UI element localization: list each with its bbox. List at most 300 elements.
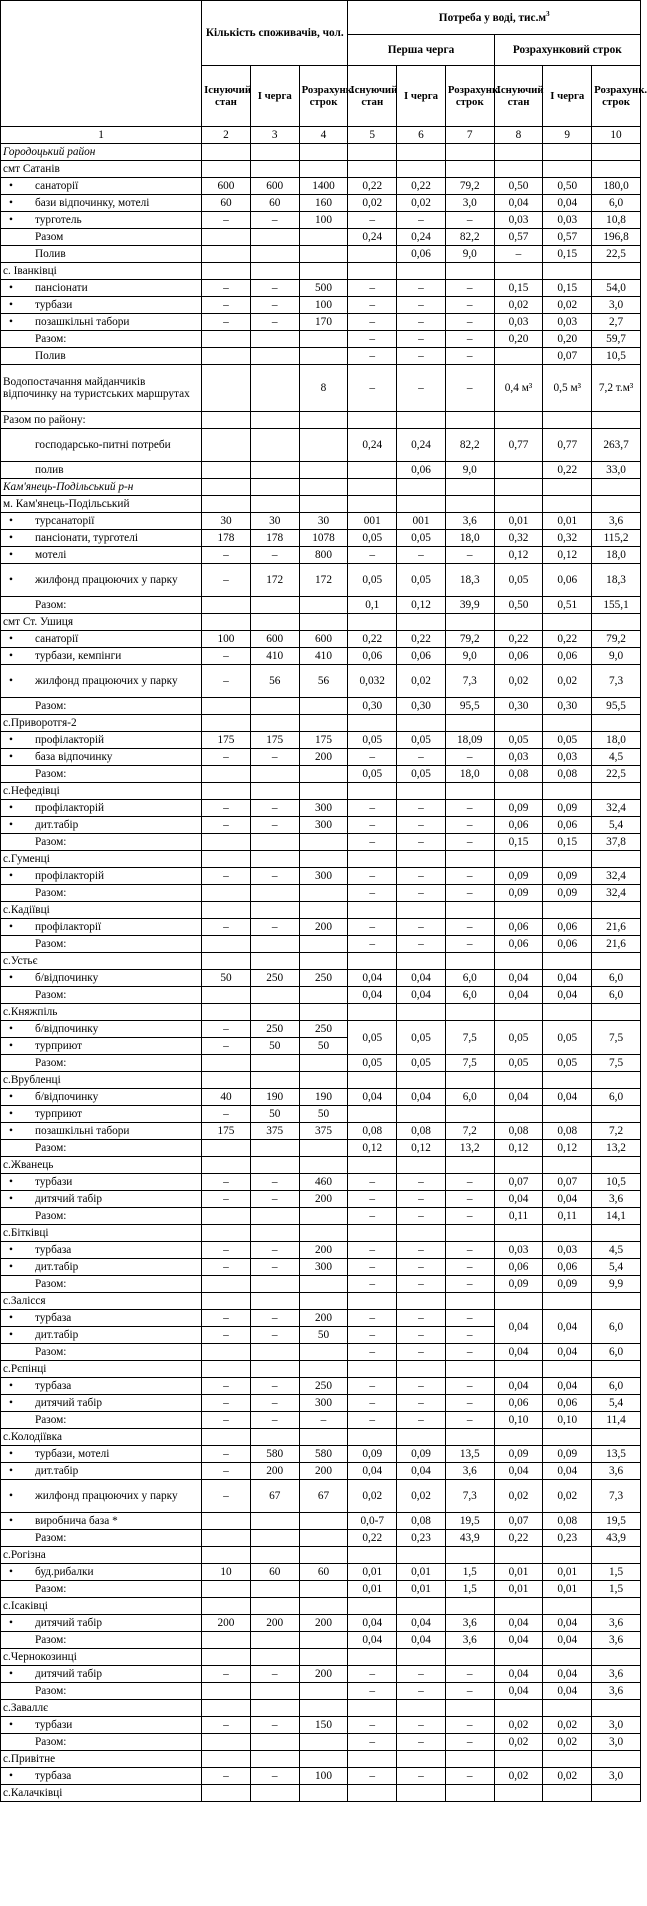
table-cell: – <box>445 1666 494 1683</box>
table-cell <box>250 1140 299 1157</box>
table-cell: 375 <box>250 1123 299 1140</box>
table-cell: 18,0 <box>592 547 641 564</box>
table-cell: 0,09 <box>543 800 592 817</box>
table-cell: – <box>202 1717 251 1734</box>
table-cell: 0,50 <box>494 597 543 614</box>
table-cell: 200 <box>299 1191 348 1208</box>
table-cell: 0,05 <box>543 1055 592 1072</box>
table-cell: 7,3 <box>592 1480 641 1513</box>
table-cell: – <box>348 212 397 229</box>
row-label: • турсанаторії <box>1 513 202 530</box>
table-cell <box>592 851 641 868</box>
table-cell <box>397 1785 446 1802</box>
table-cell: 0,15 <box>543 246 592 263</box>
table-cell: – <box>250 1242 299 1259</box>
table-cell: 0,06 <box>494 919 543 936</box>
table-cell: – <box>397 749 446 766</box>
table-cell: 0,08 <box>494 1123 543 1140</box>
table-cell: 0,04 <box>348 1632 397 1649</box>
table-cell: 0,04 <box>348 1089 397 1106</box>
table-cell: 0,02 <box>494 1480 543 1513</box>
table-cell <box>250 263 299 280</box>
table-row <box>1 1751 641 1768</box>
table-cell: 200 <box>250 1463 299 1480</box>
table-cell: 60 <box>202 195 251 212</box>
table-cell: 50 <box>299 1106 348 1123</box>
table-cell: – <box>250 1378 299 1395</box>
table-cell <box>299 1513 348 1530</box>
table-cell <box>494 496 543 513</box>
table-cell <box>592 1225 641 1242</box>
table-cell: 0,05 <box>348 530 397 547</box>
table-cell: 0,04 <box>543 1310 592 1344</box>
row-label: Разом: <box>1 834 202 851</box>
table-cell: – <box>348 1327 397 1344</box>
table-cell <box>348 1700 397 1717</box>
row-label: • турготель <box>1 212 202 229</box>
table-cell <box>202 1785 251 1802</box>
table-cell <box>299 1530 348 1547</box>
table-cell <box>250 1683 299 1700</box>
table-cell <box>299 783 348 800</box>
table-cell: 200 <box>299 1615 348 1632</box>
table-cell: 33,0 <box>592 462 641 479</box>
table-cell: 18,0 <box>445 766 494 783</box>
table-row <box>1 479 641 496</box>
table-cell <box>202 462 251 479</box>
table-row <box>1 1717 641 1734</box>
table-cell <box>299 1344 348 1361</box>
table-cell: – <box>348 331 397 348</box>
table-cell <box>445 1429 494 1446</box>
table-cell <box>543 1106 592 1123</box>
table-cell <box>250 462 299 479</box>
table-cell: 6,0 <box>592 970 641 987</box>
table-cell <box>592 1700 641 1717</box>
table-cell: – <box>202 1378 251 1395</box>
table-cell: – <box>445 1276 494 1293</box>
table-cell: 60 <box>250 195 299 212</box>
table-cell: 200 <box>202 1615 251 1632</box>
table-cell <box>543 1072 592 1089</box>
table-cell <box>202 348 251 365</box>
table-cell: 14,1 <box>592 1208 641 1225</box>
table-cell <box>202 1751 251 1768</box>
table-cell: 7,2 <box>592 1123 641 1140</box>
table-cell <box>202 834 251 851</box>
table-cell: 0,04 <box>494 1666 543 1683</box>
row-label: господарсько-питні потреби <box>1 429 202 462</box>
table-cell <box>202 1157 251 1174</box>
row-label: • жилфонд працюючих у парку <box>1 665 202 698</box>
header-col-existing: Існуючий стан <box>202 66 251 127</box>
header-col-calc: Розрахунк. строк <box>299 66 348 127</box>
table-cell: 0,57 <box>494 229 543 246</box>
table-cell <box>299 885 348 902</box>
row-label: Разом: <box>1 1344 202 1361</box>
table-cell <box>299 412 348 429</box>
table-cell <box>348 614 397 631</box>
table-cell <box>445 851 494 868</box>
table-row <box>1 698 641 715</box>
table-cell: – <box>397 1208 446 1225</box>
table-cell <box>299 1683 348 1700</box>
table-cell <box>299 1225 348 1242</box>
table-cell <box>592 614 641 631</box>
table-cell <box>299 698 348 715</box>
table-cell <box>397 1106 446 1123</box>
table-cell <box>348 1225 397 1242</box>
table-cell: 0,04 <box>494 1310 543 1344</box>
table-cell: 3,6 <box>592 1683 641 1700</box>
table-cell <box>397 783 446 800</box>
table-cell <box>348 1361 397 1378</box>
table-cell <box>445 161 494 178</box>
table-cell: 200 <box>299 1242 348 1259</box>
table-cell: 7,5 <box>592 1021 641 1055</box>
table-cell: 95,5 <box>445 698 494 715</box>
row-label: • дит.табір <box>1 817 202 834</box>
table-cell: 180,0 <box>592 178 641 195</box>
table-cell: 001 <box>397 513 446 530</box>
table-cell <box>543 783 592 800</box>
table-cell: 0,04 <box>543 1615 592 1632</box>
table-row <box>1 513 641 530</box>
table-cell: 3,6 <box>445 1615 494 1632</box>
table-cell: 580 <box>299 1446 348 1463</box>
table-cell: 175 <box>202 1123 251 1140</box>
table-cell: – <box>250 547 299 564</box>
table-cell: – <box>348 1344 397 1361</box>
table-cell: – <box>202 665 251 698</box>
table-cell: – <box>250 868 299 885</box>
table-cell: 0,04 <box>543 1632 592 1649</box>
table-cell: 0,04 <box>494 1191 543 1208</box>
table-cell <box>592 902 641 919</box>
table-row <box>1 178 641 195</box>
table-cell: 3,0 <box>592 1717 641 1734</box>
row-label: смт Сатанів <box>1 161 202 178</box>
table-cell <box>397 1700 446 1717</box>
row-label: с.Привітне <box>1 1751 202 1768</box>
table-row <box>1 1734 641 1751</box>
table-cell <box>250 1293 299 1310</box>
row-label: Разом: <box>1 1530 202 1547</box>
table-cell: 4,5 <box>592 749 641 766</box>
table-cell: 0,02 <box>397 195 446 212</box>
column-index: 9 <box>543 127 592 144</box>
table-cell: – <box>348 885 397 902</box>
table-cell <box>445 1598 494 1615</box>
table-cell: 0,02 <box>397 1480 446 1513</box>
table-cell: 0,09 <box>494 800 543 817</box>
table-cell: 0,09 <box>348 1446 397 1463</box>
table-cell <box>445 1157 494 1174</box>
table-cell: 7,3 <box>592 665 641 698</box>
table-cell: 22,5 <box>592 246 641 263</box>
table-cell: 0,05 <box>494 1055 543 1072</box>
table-cell: 0,05 <box>543 732 592 749</box>
table-cell: 5,4 <box>592 1259 641 1276</box>
table-cell: 0,04 <box>348 987 397 1004</box>
table-cell: – <box>250 297 299 314</box>
table-cell: 7,2 т.м³ <box>592 365 641 412</box>
table-cell: 32,4 <box>592 800 641 817</box>
table-cell <box>543 1547 592 1564</box>
table-cell <box>250 1344 299 1361</box>
table-cell <box>202 1513 251 1530</box>
table-cell: 0,4 м³ <box>494 365 543 412</box>
table-row <box>1 1208 641 1225</box>
table-cell: 1,5 <box>445 1564 494 1581</box>
table-cell <box>250 1513 299 1530</box>
table-cell: 0,04 <box>543 195 592 212</box>
table-cell: 0,22 <box>348 1530 397 1547</box>
table-cell: – <box>348 280 397 297</box>
row-label: Кам'янець-Подільський р-н <box>1 479 202 496</box>
table-cell: 0,04 <box>543 970 592 987</box>
table-cell: 175 <box>299 732 348 749</box>
table-cell: – <box>445 1310 494 1327</box>
row-label: м. Кам'янець-Подільський <box>1 496 202 513</box>
table-cell: 0,05 <box>348 766 397 783</box>
table-cell <box>543 1649 592 1666</box>
row-label: • б/відпочинку <box>1 1021 202 1038</box>
table-row <box>1 314 641 331</box>
table-cell: 0,01 <box>543 513 592 530</box>
table-cell: – <box>445 1768 494 1785</box>
table-cell: – <box>397 297 446 314</box>
table-cell: 0,07 <box>543 348 592 365</box>
table-row <box>1 902 641 919</box>
table-cell: 3,0 <box>445 195 494 212</box>
table-cell: 0,09 <box>543 885 592 902</box>
table-cell <box>494 1598 543 1615</box>
table-cell: 0,09 <box>543 1276 592 1293</box>
table-cell <box>250 987 299 1004</box>
table-cell: – <box>445 1174 494 1191</box>
table-cell: 0,05 <box>397 766 446 783</box>
table-cell <box>202 1700 251 1717</box>
table-cell <box>202 1429 251 1446</box>
table-cell: – <box>397 348 446 365</box>
row-label: • профілакторій <box>1 800 202 817</box>
table-row <box>1 953 641 970</box>
table-cell <box>299 1429 348 1446</box>
table-cell: 0,22 <box>348 631 397 648</box>
table-row <box>1 1004 641 1021</box>
table-cell: 30 <box>202 513 251 530</box>
table-cell: – <box>348 800 397 817</box>
table-cell <box>397 1751 446 1768</box>
table-cell: 39,9 <box>445 597 494 614</box>
table-cell: – <box>445 1717 494 1734</box>
table-cell: 0,22 <box>543 631 592 648</box>
table-cell: 56 <box>250 665 299 698</box>
table-cell: – <box>348 1174 397 1191</box>
table-cell <box>250 936 299 953</box>
table-row <box>1 195 641 212</box>
table-cell: 175 <box>250 732 299 749</box>
table-row <box>1 1615 641 1632</box>
table-cell: 0,08 <box>543 766 592 783</box>
table-cell <box>299 331 348 348</box>
column-index: 8 <box>494 127 543 144</box>
table-cell <box>202 1632 251 1649</box>
table-cell: – <box>250 919 299 936</box>
table-cell <box>299 902 348 919</box>
table-cell <box>202 1140 251 1157</box>
table-cell: 0,04 <box>494 1463 543 1480</box>
column-index: 6 <box>397 127 446 144</box>
table-cell <box>494 783 543 800</box>
table-cell <box>299 429 348 462</box>
table-cell <box>202 1072 251 1089</box>
table-cell: – <box>397 936 446 953</box>
table-cell: 6,0 <box>592 1089 641 1106</box>
table-cell: 0,5 м³ <box>543 365 592 412</box>
table-cell <box>202 1276 251 1293</box>
table-cell: 172 <box>250 564 299 597</box>
table-cell: 0,09 <box>494 1276 543 1293</box>
table-cell: 600 <box>250 631 299 648</box>
table-cell: – <box>348 314 397 331</box>
table-cell: – <box>202 280 251 297</box>
table-cell: 0,15 <box>543 834 592 851</box>
table-cell: 0,06 <box>543 564 592 597</box>
row-label: с.Заваллє <box>1 1700 202 1717</box>
table-cell <box>250 1649 299 1666</box>
table-row <box>1 547 641 564</box>
table-row <box>1 732 641 749</box>
row-label: Разом по району: <box>1 412 202 429</box>
table-cell: 150 <box>299 1717 348 1734</box>
table-cell: 115,2 <box>592 530 641 547</box>
table-cell: 0,04 <box>494 987 543 1004</box>
table-row <box>1 1089 641 1106</box>
table-cell <box>202 365 251 412</box>
table-cell: 0,03 <box>494 749 543 766</box>
table-cell <box>202 1004 251 1021</box>
table-cell <box>202 1361 251 1378</box>
table-cell: – <box>445 1208 494 1225</box>
table-cell: 4,5 <box>592 1242 641 1259</box>
table-cell: – <box>348 1276 397 1293</box>
header-col-existing: Існуючий стан <box>494 66 543 127</box>
table-cell: 0,10 <box>494 1412 543 1429</box>
table-cell: – <box>348 1412 397 1429</box>
table-cell: 13,5 <box>445 1446 494 1463</box>
table-cell: 0,05 <box>348 732 397 749</box>
table-cell: 60 <box>299 1564 348 1581</box>
table-cell <box>202 144 251 161</box>
table-cell <box>397 1429 446 1446</box>
table-cell: 0,06 <box>397 462 446 479</box>
table-row <box>1 715 641 732</box>
table-cell <box>494 462 543 479</box>
table-row <box>1 1174 641 1191</box>
table-cell: 10,5 <box>592 1174 641 1191</box>
table-row <box>1 800 641 817</box>
table-cell <box>202 496 251 513</box>
table-cell: 375 <box>299 1123 348 1140</box>
table-cell <box>592 1751 641 1768</box>
table-cell: – <box>397 1259 446 1276</box>
table-cell <box>592 1157 641 1174</box>
table-cell: 196,8 <box>592 229 641 246</box>
table-cell: 0,01 <box>494 513 543 530</box>
table-cell <box>299 496 348 513</box>
table-cell <box>299 614 348 631</box>
row-label: с.Кадіївці <box>1 902 202 919</box>
table-row <box>1 1547 641 1564</box>
table-cell <box>494 1547 543 1564</box>
table-cell: 300 <box>299 817 348 834</box>
table-cell <box>494 953 543 970</box>
table-cell: 0,04 <box>397 1615 446 1632</box>
table-cell <box>445 1004 494 1021</box>
table-cell <box>202 161 251 178</box>
table-cell <box>202 698 251 715</box>
table-cell: – <box>397 868 446 885</box>
row-label: • жилфонд працюючих у парку <box>1 1480 202 1513</box>
table-cell <box>250 766 299 783</box>
table-cell <box>299 597 348 614</box>
table-cell <box>202 902 251 919</box>
row-label: • дитячий табір <box>1 1395 202 1412</box>
table-cell: 160 <box>299 195 348 212</box>
table-cell: 7,3 <box>445 665 494 698</box>
table-row <box>1 1276 641 1293</box>
table-cell: – <box>445 885 494 902</box>
table-cell <box>348 412 397 429</box>
table-cell: 190 <box>299 1089 348 1106</box>
table-cell <box>299 1700 348 1717</box>
table-cell <box>202 851 251 868</box>
table-cell: 30 <box>250 513 299 530</box>
table-cell: 0,24 <box>348 429 397 462</box>
table-cell <box>494 1649 543 1666</box>
table-cell <box>592 496 641 513</box>
table-cell: – <box>445 817 494 834</box>
table-row <box>1 1768 641 1785</box>
table-cell: – <box>397 1734 446 1751</box>
table-cell: 3,6 <box>592 1666 641 1683</box>
table-row <box>1 1021 641 1038</box>
table-cell: – <box>202 1038 251 1055</box>
table-cell: 0,08 <box>348 1123 397 1140</box>
table-cell <box>592 1004 641 1021</box>
table-cell: 178 <box>250 530 299 547</box>
table-cell <box>202 1208 251 1225</box>
table-cell <box>592 161 641 178</box>
table-cell: 0,01 <box>397 1581 446 1598</box>
table-cell <box>250 365 299 412</box>
table-cell: 410 <box>299 648 348 665</box>
table-cell <box>250 496 299 513</box>
table-cell <box>494 1429 543 1446</box>
table-cell: 1078 <box>299 530 348 547</box>
table-cell: 5,4 <box>592 1395 641 1412</box>
table-cell <box>543 412 592 429</box>
table-cell: 175 <box>202 732 251 749</box>
table-cell: – <box>202 817 251 834</box>
table-cell <box>299 1055 348 1072</box>
table-cell <box>299 1157 348 1174</box>
row-label: Разом: <box>1 698 202 715</box>
table-cell <box>445 614 494 631</box>
table-cell: 6,0 <box>445 1089 494 1106</box>
